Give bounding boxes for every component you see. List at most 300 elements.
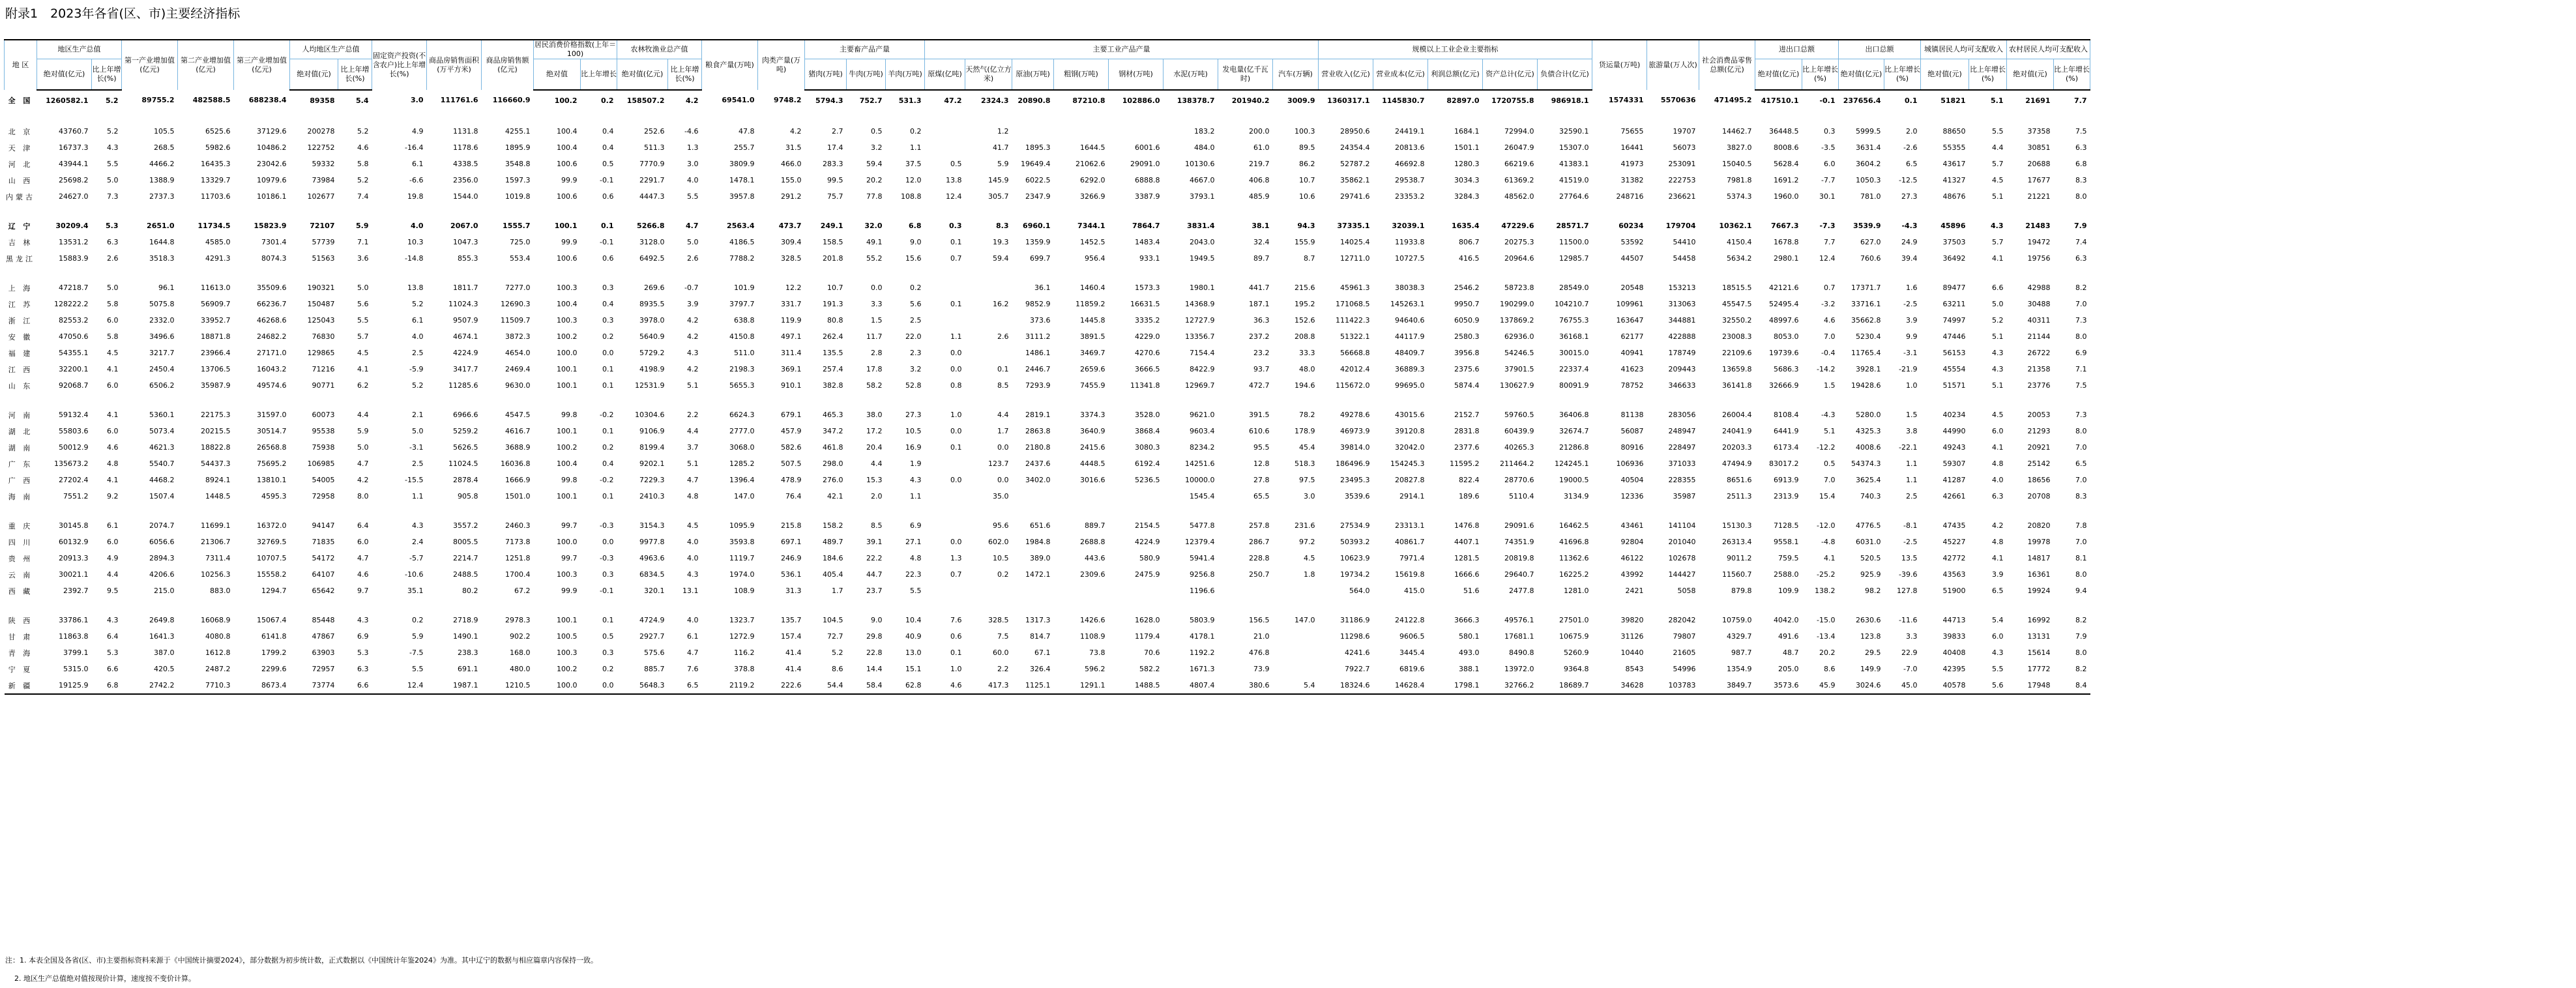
table-cell: 6960.1 [1023,222,1051,230]
table-cell: 1597.3 [505,176,531,184]
table-cell: 32769.5 [257,538,287,546]
table-cell: -10.6 [405,570,424,579]
table-cell: 6.5 [1992,587,2004,595]
table-row [5,566,2090,583]
table-cell: 37129.6 [257,127,287,136]
table-cell: 8651.6 [1727,476,1752,484]
table-row [5,218,2090,234]
table-cell: 0.0 [602,349,614,357]
table-cell: 4.6 [357,143,369,152]
table-cell: 47218.7 [59,283,89,292]
table-cell: 0.2 [602,332,614,341]
table-cell: 53592 [1620,238,1644,246]
table-cell: 2450.4 [149,365,175,373]
table-cell: 123.7 [988,459,1009,468]
header-region: 地 区 [5,40,37,90]
table-cell: 4621.3 [149,443,175,452]
table-cell: 1700.4 [505,570,531,579]
table-cell: 43015.6 [1395,411,1425,419]
table-cell: 99695.0 [1395,381,1425,390]
table-cell: 215.8 [781,521,802,530]
table-cell: 1478.1 [729,176,755,184]
table-cell: 1544.0 [453,192,478,201]
table-cell: 11500.0 [1559,238,1589,246]
economic-indicators-table-wrapper [4,39,2090,695]
table-cell: 4595.3 [261,492,287,501]
table-cell: 13972.0 [1504,665,1534,673]
table-cell: 16225.2 [1559,570,1589,579]
table-cell: 3.9 [1906,316,1918,325]
region-name-cell: 福 建 [8,349,33,358]
region-name-cell: 吉 林 [8,238,33,247]
table-cell: 54172 [312,554,335,562]
table-cell: 6.6 [338,677,372,694]
table-cell: 7277.0 [505,283,531,292]
table-cell: 6192.4 [1135,459,1160,468]
table-cell: 3793.1 [1190,192,1215,201]
header-col-24: 水泥(万吨) [1164,59,1218,91]
table-cell: 2.6 [997,332,1009,341]
table-cell: 42395 [1942,665,1966,673]
table-cell: 2119.2 [702,677,758,694]
header-col-25: 发电量(亿千瓦时) [1218,59,1273,91]
table-cell: 9.2 [107,492,119,501]
table-cell: 1545.4 [1190,492,1215,501]
table-cell: 19.8 [407,192,424,201]
table-cell: 35987 [1673,492,1696,501]
table-cell: 2.8 [871,349,883,357]
table-cell: 48409.7 [1395,349,1425,357]
table-cell: 8074.3 [261,254,287,263]
table-cell: -0.3 [600,521,614,530]
table-cell: 6.0 [107,538,119,546]
table-cell: 2313.9 [1774,492,1799,501]
table-cell: 32590.1 [1559,127,1589,136]
table-cell: 5.2 [1992,316,2004,325]
table-cell: 49574.6 [257,381,287,390]
table-cell: 19978 [2027,538,2051,546]
table-cell: 13.1 [682,587,699,595]
table-cell: 760.6 [1860,254,1881,263]
table-cell: 3.0 [1304,492,1315,501]
header-col-22: 粗钢(万吨) [1054,59,1109,91]
table-cell: 7710.3 [178,677,234,694]
table-cell: 49576.1 [1504,616,1534,624]
table-cell: 13810.1 [257,476,287,484]
table-cell: 74351.9 [1504,538,1534,546]
table-cell: 33716.1 [1851,300,1881,308]
table-cell: -3.2 [1821,300,1836,308]
spacer-row [5,599,2090,612]
table-cell: 4.8 [1992,538,2004,546]
table-cell: 2446.7 [1025,365,1051,373]
table-cell: 2980.1 [1774,254,1799,263]
table-cell: 10707.5 [257,554,287,562]
table-cell: 320.1 [644,587,665,595]
header-col-0: 绝对值(亿元) [37,59,92,91]
table-cell: 40311 [2027,316,2051,325]
national-total-row [5,90,2090,110]
table-cell: 0.4 [602,127,614,136]
table-cell: 0.7 [950,254,962,263]
table-cell: 531.3 [898,96,922,105]
table-cell: 190321 [307,283,335,292]
table-cell: 5.0 [357,283,369,292]
table-cell: 1178.6 [453,143,478,152]
table-cell: 6.5 [2075,459,2087,468]
table-cell: -11.6 [1899,616,1918,624]
table-cell: 100.0 [557,538,578,546]
table-cell: 10759.0 [1722,616,1752,624]
table-cell: 6492.5 [639,254,665,263]
table-cell: 5540.7 [149,459,175,468]
table-cell: 45.4 [1299,443,1315,452]
table-cell: 25142 [2027,459,2051,468]
table-cell: 3.9 [1992,570,2004,579]
table-cell: 10186.1 [257,192,287,201]
table-cell: 15619.8 [1395,570,1425,579]
table-cell: 1281.5 [1454,554,1480,562]
table-cell: 7.0 [2075,538,2087,546]
table-cell: 283.3 [823,160,843,168]
table-cell: 1119.7 [729,554,755,562]
table-cell: 12985.7 [1559,254,1589,263]
table-cell: 7229.3 [639,476,665,484]
table-cell: 52787.2 [1340,160,1370,168]
table-cell: 138378.7 [1177,96,1215,105]
table-cell: 3.2 [871,143,883,152]
table-cell: 10.7 [1299,176,1315,184]
table-cell: 269.6 [644,283,665,292]
table-cell: 100.3 [557,570,578,579]
table-cell: 0.1 [950,443,962,452]
table-cell: 1285.2 [729,459,755,468]
table-cell: 3891.5 [1080,332,1105,341]
table-cell [1012,583,1054,599]
table-cell: 76.4 [785,492,802,501]
table-cell: 536.1 [781,570,802,579]
table-cell: 0.0 [871,283,883,292]
table-cell: -2.6 [1903,143,1918,152]
table-cell: 78752 [1620,381,1644,390]
table-cell: -14.2 [1817,365,1836,373]
table-cell: 1.7 [832,587,843,595]
table-cell: -5.9 [409,365,424,373]
table-cell: 0.5 [950,160,962,168]
table-cell: 52.8 [905,381,922,390]
table-cell: 2.6 [107,254,119,263]
table-cell: 17948 [2007,677,2054,694]
table-cell: 11.7 [866,332,883,341]
table-cell [965,583,1012,599]
table-cell: 31382 [1620,176,1644,184]
table-cell: 6.6 [107,665,119,673]
table-cell: 10.7 [827,283,843,292]
table-cell: 100.4 [557,143,578,152]
table-cell: 8.2 [2075,616,2087,624]
table-row [5,661,2090,677]
header-col-31: 负债合计(亿元) [1538,59,1592,91]
table-cell: 94640.6 [1395,316,1425,325]
table-cell: 0.1 [997,365,1009,373]
table-cell: 2.6 [687,254,699,263]
header-group-4: 人均地区生产总值 [290,40,372,59]
table-cell: 46268.6 [257,316,287,325]
table-cell: 42121.6 [1769,283,1799,292]
table-cell: 65.5 [1253,492,1270,501]
table-cell: 3284.3 [1454,192,1480,201]
table-cell: 1179.4 [1135,632,1160,641]
table-cell: 102678 [1668,554,1696,562]
table-cell: 45961.3 [1340,283,1370,292]
table-cell: 54355.1 [59,349,89,357]
table-cell: 40265.3 [1504,443,1534,452]
table-cell: 8.5 [997,381,1009,390]
table-cell: 346633 [1668,381,1696,390]
table-cell: 36889.3 [1395,365,1425,373]
spacer-row [5,504,2090,517]
table-cell: 54.4 [805,677,847,694]
table-cell: 497.1 [781,332,802,341]
table-cell: 1448.5 [205,492,231,501]
header-col-37: 绝对值(亿元) [1839,59,1884,91]
table-cell: 6.1 [412,160,424,168]
table-cell: 28549.0 [1559,283,1589,292]
table-cell: 22.2 [866,554,883,562]
table-row [5,645,2090,661]
table-cell: 0.1 [602,616,614,624]
table-cell: 5.9 [357,427,369,435]
table-cell: 51.6 [1463,587,1480,595]
table-cell: 3666.3 [1454,616,1480,624]
table-cell: 51900 [1942,587,1966,595]
table-cell: 20921 [2027,443,2051,452]
table-cell: 39.4 [1901,254,1918,263]
table-cell: -0.4 [1821,349,1836,357]
table-cell: 4.3 [412,521,424,530]
table-cell: 1641.3 [149,632,175,641]
table-cell: 17.4 [827,143,843,152]
table-cell: 99.5 [827,176,843,184]
table-cell: 38.1 [1251,222,1270,230]
table-cell: 17.2 [866,427,883,435]
table-cell: 29538.7 [1395,176,1425,184]
table-cell: 507.5 [781,459,802,468]
table-cell: 10000.0 [1185,476,1215,484]
table-cell: 100.3 [557,283,578,292]
table-cell [925,312,965,328]
table-cell: 511.3 [644,143,665,152]
table-cell: 4.4 [357,411,369,419]
table-cell: 24354.4 [1340,143,1370,152]
table-cell: 48676 [1942,192,1966,201]
table-cell: 46973.9 [1340,427,1370,435]
table-cell: 41973 [1620,160,1644,168]
table-cell: 2819.1 [1025,411,1051,419]
table-cell: 1125.1 [1012,677,1054,694]
table-cell: 56909.7 [201,300,231,308]
table-cell: 371033 [1668,459,1696,468]
table-cell: 5.3 [357,648,369,657]
table-cell: 5.1 [1824,427,1836,435]
table-cell: 195.2 [1295,300,1315,308]
table-cell: 9.9 [1906,332,1918,341]
table-cell: 4.3 [107,143,119,152]
table-cell: 27.8 [1253,476,1270,484]
table-cell: 691.1 [458,665,478,673]
table-cell: 391.5 [1249,411,1270,419]
table-cell: 1445.8 [1080,316,1105,325]
table-cell: -15.0 [1817,616,1836,624]
table-cell: 48562.0 [1504,192,1534,201]
table-cell: 27764.6 [1559,192,1589,201]
table-cell: 8490.8 [1509,648,1534,657]
table-cell: 8199.4 [639,443,665,452]
region-name-cell: 新 疆 [5,677,37,694]
table-cell: 4674.1 [453,332,478,341]
table-cell: 3557.2 [453,521,478,530]
header-col-19: 原煤(亿吨) [925,59,965,91]
table-cell: 10.6 [1299,192,1315,201]
table-cell: 1960.0 [1774,192,1799,201]
table-cell: 37335.1 [1337,222,1370,230]
table-cell: 7788.2 [729,254,755,263]
table-cell: 20964.6 [1504,254,1534,263]
table-cell: 4.2 [790,127,802,136]
table-cell [1273,661,1319,677]
table-cell: 11341.8 [1130,381,1160,390]
table-cell: 2410.3 [639,492,665,501]
table-cell: 5230.4 [1856,332,1881,341]
table-cell: 109.9 [1778,587,1799,595]
table-cell: 1460.4 [1080,283,1105,292]
table-cell: 4.3 [687,349,699,357]
table-cell: 15883.9 [59,254,89,263]
table-cell: 855.3 [458,254,478,263]
table-cell: 100.4 [557,300,578,308]
table-cell: 3666.5 [1135,365,1160,373]
table-cell: 2777.0 [729,427,755,435]
table-cell: 45547.5 [1722,300,1752,308]
table-cell [1218,583,1273,599]
table-row [5,296,2090,312]
table-cell: 47494.9 [1722,459,1752,468]
header-group-12: 主要畜产品产量 [805,40,925,59]
table-cell: 6031.0 [1856,538,1881,546]
table-cell: 4.8 [1992,459,2004,468]
region-name-cell: 内蒙古 [6,192,35,201]
table-cell: 20820 [2027,521,2051,530]
table-cell: 64107 [312,570,335,579]
table-cell: -3.5 [1821,143,1836,152]
table-cell: 16462.5 [1559,521,1589,530]
table-cell: 7.3 [2075,316,2087,325]
table-cell: 8.2 [2075,283,2087,292]
table-cell: 14628.4 [1373,677,1428,694]
table-cell: 1628.0 [1135,616,1160,624]
table-cell: 0.2 [412,616,424,624]
table-cell: 6.0 [1992,427,2004,435]
table-cell: 21062.6 [1076,160,1105,168]
header-col-30: 资产总计(亿元) [1483,59,1538,91]
table-cell: 6.8 [92,677,122,694]
table-cell: 35.1 [407,587,424,595]
table-cell: 6056.6 [149,538,175,546]
table-cell: 2563.4 [727,222,755,230]
table-cell: 0.3 [949,222,962,230]
table-cell: 20827.8 [1395,476,1425,484]
table-cell: 41327 [1942,176,1966,184]
footnotes [5,952,598,988]
table-cell: 4338.5 [453,160,478,168]
table-cell: 2067.0 [450,222,478,230]
table-cell: 20890.8 [1017,96,1051,105]
table-cell: 1210.5 [482,677,534,694]
table-cell: 116.2 [734,648,755,657]
table-cell: 103783 [1647,677,1699,694]
table-cell: 6966.6 [453,411,478,419]
table-cell: 15823.9 [254,222,287,230]
table-cell: 3548.8 [505,160,531,168]
table-cell: 37901.5 [1504,365,1534,373]
region-name-cell: 广 东 [8,459,33,469]
table-cell: 104210.7 [1555,300,1589,308]
table-cell: 7.0 [1824,332,1836,341]
table-cell: 0.1 [950,648,962,657]
table-cell: 5.4 [356,96,369,105]
table-cell: 4.4 [1992,143,2004,152]
table-cell: 145.9 [988,176,1009,184]
table-cell: 2.2 [687,411,699,419]
table-cell: 3417.7 [453,365,478,373]
table-cell: 268.5 [154,143,175,152]
table-cell: 344881 [1668,316,1696,325]
table-cell: 2546.2 [1454,283,1480,292]
table-cell: 101.9 [734,283,755,292]
table-cell: 40578 [1921,677,1969,694]
table-cell: 3604.2 [1856,160,1881,168]
table-cell: 122752 [307,143,335,152]
table-cell: 3387.9 [1135,192,1160,201]
table-cell [1273,645,1319,661]
table-cell: 5634.2 [1727,254,1752,263]
table-cell: 94.3 [1297,222,1315,230]
table-cell: -15.5 [405,476,424,484]
region-name-cell: 江 西 [8,365,33,374]
table-cell: 4229.0 [1135,332,1160,341]
table-cell: 27.3 [905,411,922,419]
table-cell: 4.1 [1992,254,2004,263]
header-col-14: 粮食产量(万吨) [702,40,758,90]
table-cell: 89755.2 [141,96,175,104]
table-cell: 100.0 [557,349,578,357]
table-cell: -7.3 [1819,222,1836,230]
table-cell: 1501.0 [505,492,531,501]
table-cell: 1.1 [910,143,922,152]
table-cell: 582.2 [1139,665,1160,673]
table-cell: 65642 [312,587,335,595]
table-cell: 1895.9 [505,143,531,152]
table-cell: 10440 [1620,648,1644,657]
table-cell: 75938 [312,443,335,452]
table-cell: 473.7 [778,222,802,230]
region-name-cell: 云 南 [8,570,33,579]
table-cell: 3831.4 [1187,222,1215,230]
table-cell: 4241.6 [1345,648,1370,657]
table-cell: 4.2 [687,365,699,373]
table-cell: 12727.9 [1185,316,1215,325]
table-cell: 35.0 [993,492,1009,501]
